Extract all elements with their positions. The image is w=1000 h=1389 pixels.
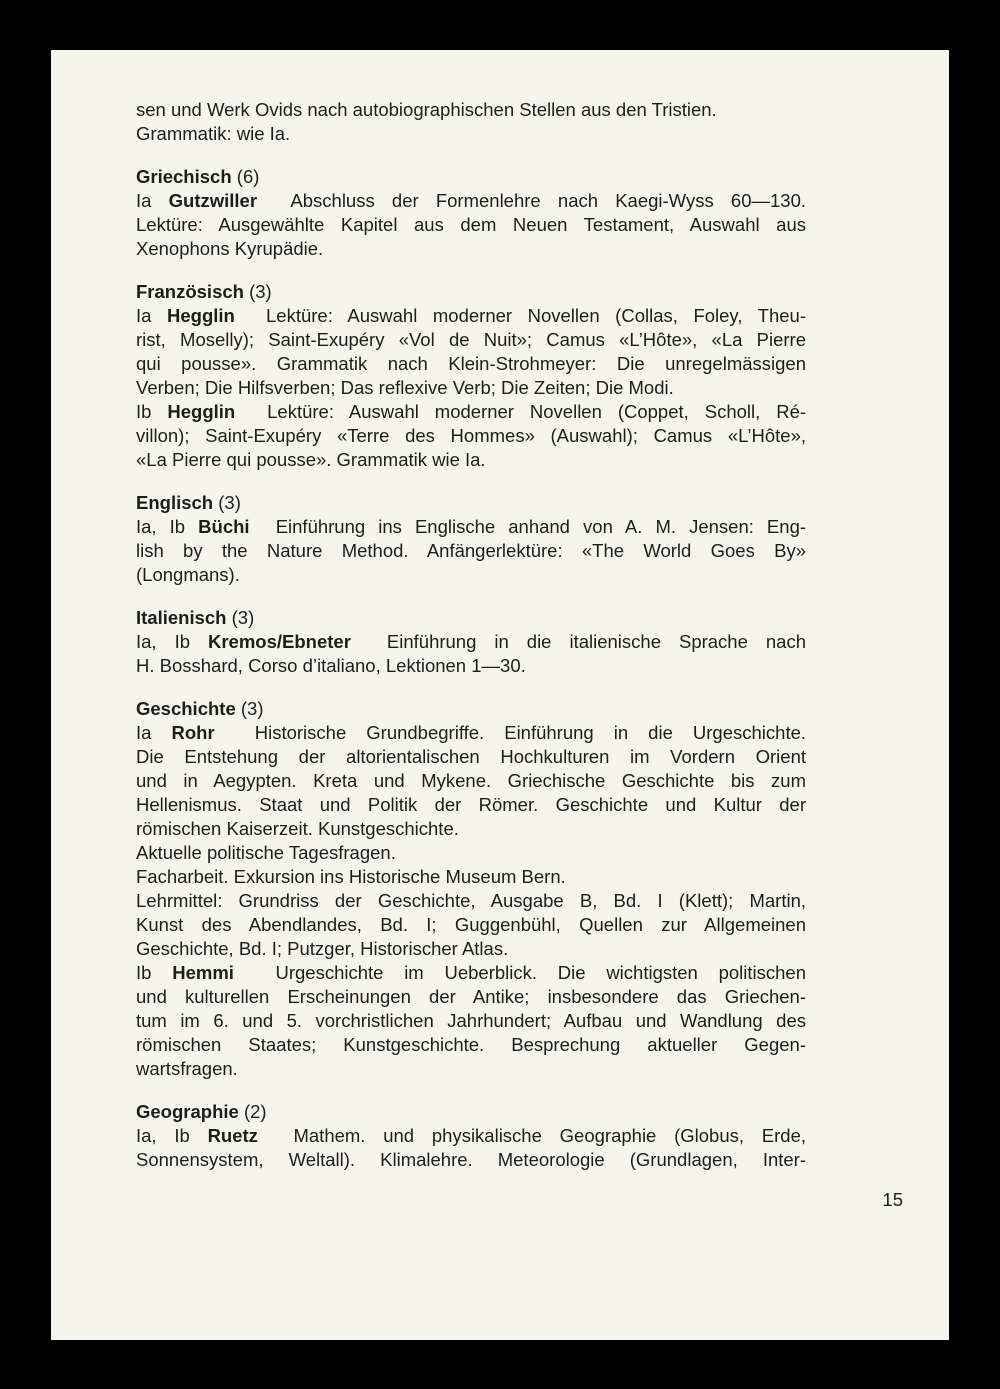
text-line: Lektüre: Ausgewählte Kapitel aus dem Neuen Testament, Auswahl aus: [136, 214, 806, 235]
text-line: qui pousse». Grammatik nach Klein-Strohmeyer: Die unregelmässigen: [136, 353, 806, 374]
section-title: Italienisch: [136, 607, 227, 628]
section-heading-geographie: [136, 1100, 806, 1124]
text-line: wartsfragen.: [136, 1058, 238, 1079]
text-line: Facharbeit. Exkursion ins Historische Museum Bern.: [136, 866, 566, 887]
section-hours: (2): [243, 1101, 267, 1122]
text-line: Geschichte, Bd. I; Putzger, Historischer Atlas.: [136, 938, 509, 959]
class-label: Ib: [136, 401, 152, 422]
section-title: Griechisch: [136, 166, 232, 187]
text-line: und in Aegypten. Kreta und Mykene. Griechische Geschichte bis zum: [136, 770, 806, 791]
text-line: und kulturellen Erscheinungen der Antike; insbesondere das Griechen-: [136, 986, 806, 1007]
intro-line: Grammatik: wie Ia.: [136, 123, 291, 144]
text-line: rist, Moselly); Saint-Exupéry «Vol de Nuit»; Camus «L’Hôte», «La Pierre: [136, 329, 806, 350]
section-title: Geographie: [136, 1101, 239, 1122]
class-label: Ia, Ib: [136, 1125, 190, 1146]
text-line: römischen Kaiserzeit. Kunstgeschichte.: [136, 818, 459, 839]
text-line: Kunst des Abendlandes, Bd. I; Guggenbühl, Quellen zur Allgemeinen: [136, 914, 806, 935]
teacher-name: Hegglin: [167, 401, 236, 422]
text-line: römischen Staates; Kunstgeschichte. Besprechung aktueller Gegen-: [136, 1034, 806, 1055]
text-line: Ia, Ib Ruetz Mathem. und physikalische Geographie (Globus, Erde,: [136, 1125, 807, 1146]
text-line: «La Pierre qui pousse». Grammatik wie Ia.: [136, 449, 486, 470]
text-line: H. Bosshard, Corso d’italiano, Lektionen 1—30.: [136, 655, 526, 676]
class-label: Ia, Ib: [136, 516, 186, 537]
class-label: Ia: [136, 190, 152, 211]
teacher-name: Hemmi: [172, 962, 234, 983]
text-line: tum im 6. und 5. vorchristlichen Jahrhundert; Aufbau und Wandlung des: [136, 1010, 806, 1031]
section-heading-italienisch: [136, 606, 806, 630]
text-line: Ia, Ib Büchi Einführung ins Englische anhand von A. M. Jensen: Eng-: [136, 516, 807, 537]
section-title: Geschichte: [136, 698, 236, 719]
section-hours: (3): [218, 492, 241, 513]
teacher-name: Kremos/Ebneter: [208, 631, 351, 652]
text-line: Ia, Ib Kremos/Ebneter Einführung in die italienische Sprache nach: [136, 631, 807, 652]
text-line: Xenophons Kyrupädie.: [136, 238, 324, 259]
text-line: Sonnensystem, Weltall). Klimalehre. Meteorologie (Grundlagen, Inter-: [136, 1149, 806, 1170]
teacher-name: Gutzwiller: [168, 190, 258, 211]
text-line: lish by the Nature Method. Anfängerlektüre: «The World Goes By»: [136, 540, 806, 561]
section-heading-griechisch: [136, 165, 806, 189]
class-label: Ia, Ib: [136, 631, 190, 652]
class-label: Ia: [136, 722, 152, 743]
section-heading-geschichte: [136, 697, 806, 721]
class-label: Ib: [136, 962, 152, 983]
text-line: Ia Rohr Historische Grundbegriffe. Einführung in die Urgeschichte.: [136, 722, 807, 743]
text-line: Aktuelle politische Tagesfragen.: [136, 842, 396, 863]
text-line: Lehrmittel: Grundriss der Geschichte, Ausgabe B, Bd. I (Klett); Martin,: [136, 890, 806, 911]
section-hours: (3): [249, 281, 272, 302]
page-number: 15: [882, 1189, 903, 1210]
text-line: Die Entstehung der altorientalischen Hochkulturen im Vordern Orient: [136, 746, 806, 767]
text-line: Ib Hemmi Urgeschichte im Ueberblick. Die wichtigsten politischen: [136, 962, 807, 983]
section-heading-englisch: [136, 491, 806, 515]
text-line: Ia Hegglin Lektüre: Auswahl moderner Novellen (Collas, Foley, Theu-: [136, 305, 807, 326]
section-title: Französisch: [136, 281, 244, 302]
teacher-name: Büchi: [198, 516, 250, 537]
text-line: Ia Gutzwiller Abschluss der Formenlehre nach Kaegi-Wyss 60—130.: [136, 190, 807, 211]
section-hours: (3): [231, 607, 255, 628]
teacher-name: Hegglin: [167, 305, 235, 326]
text-line: Hellenismus. Staat und Politik der Römer. Geschichte und Kultur der: [136, 794, 806, 815]
text-line: Verben; Die Hilfsverben; Das reflexive Verb; Die Zeiten; Die Modi.: [136, 377, 674, 398]
section-hours: (3): [240, 698, 264, 719]
page-content: [136, 98, 806, 1172]
text-line: villon); Saint-Exupéry «Terre des Hommes» (Auswahl); Camus «L’Hôte»,: [136, 425, 806, 446]
section-title: Englisch: [136, 492, 214, 513]
teacher-name: Ruetz: [207, 1125, 258, 1146]
text-line: Ib Hegglin Lektüre: Auswahl moderner Novellen (Coppet, Scholl, Ré-: [136, 401, 807, 422]
section-hours: (6): [236, 166, 260, 187]
class-label: Ia: [136, 305, 152, 326]
teacher-name: Rohr: [171, 722, 215, 743]
intro-line: sen und Werk Ovids nach autobiographischen Stellen aus den Tristien.: [136, 99, 717, 120]
section-heading-franzoesisch: [136, 280, 806, 304]
text-line: (Longmans).: [136, 564, 240, 585]
